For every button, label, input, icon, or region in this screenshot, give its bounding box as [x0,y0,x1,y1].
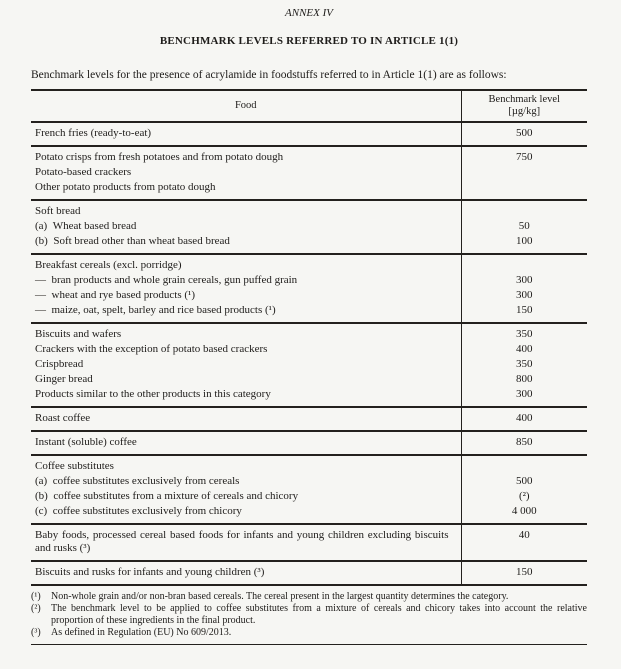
benchmark-table [31,89,587,586]
table-group [31,407,587,431]
level-cell: 350 [516,358,533,370]
food-cell: Products similar to the other products in this category [31,387,461,407]
table-row [31,561,587,585]
level-cell: 300 [516,274,533,286]
food-cell: Crackers with the exception of potato based crackers [31,342,461,357]
table-row [31,234,587,254]
food-cell: Ginger bread [31,372,461,387]
footnote-marker: (³) [31,627,41,638]
footnote-text: As defined in Regulation (EU) No 609/2013. [51,627,232,638]
level-cell: 150 [461,303,587,323]
food-cell: Biscuits and rusks for infants and young children (³) [31,561,461,585]
level-cell: 300 [516,289,533,301]
level-cell [461,455,587,474]
level-cell: 750 [516,151,533,163]
level-header-line1: Benchmark level [488,94,560,105]
food-cell: — bran products and whole grain cereals, gun puffed grain [31,273,461,288]
table-group [31,146,587,200]
footnote [31,591,587,603]
table-group [31,122,587,146]
table-row [31,474,587,489]
table-group [31,254,587,323]
level-cell [461,254,587,273]
level-cell: 350 [516,328,533,340]
level-header-line2: [µg/kg] [508,106,541,117]
table-row [31,219,587,234]
level-cell: 150 [461,561,587,585]
food-cell: Soft bread [31,200,461,219]
footnote [31,603,587,627]
table-row [31,372,587,387]
table-header-row [31,90,587,122]
food-cell: Other potato products from potato dough [31,180,461,200]
footnote-marker: (²) [31,603,41,614]
food-cell: Potato-based crackers [31,165,461,180]
level-cell: 40 [461,524,587,561]
table-group [31,323,587,407]
table-row [31,407,587,431]
table-group [31,524,587,561]
table-row [31,431,587,455]
page-title: BENCHMARK LEVELS REFERRED TO IN ARTICLE 1(1) [159,35,459,47]
table-row [31,146,587,165]
food-cell: Breakfast cereals (excl. porridge) [31,254,461,273]
level-cell [461,200,587,219]
food-cell: (b) coffee substitutes from a mixture of cereals and chicory [31,489,461,504]
level-cell: 400 [461,407,587,431]
table-group [31,431,587,455]
level-column-header [461,90,587,122]
table-row [31,165,587,180]
table-row [31,455,587,474]
table-row [31,489,587,504]
food-cell: French fries (ready-to-eat) [31,122,461,146]
level-cell: 500 [461,122,587,146]
footnotes [31,591,587,639]
food-cell: Biscuits and wafers [31,323,461,342]
food-cell: (a) Wheat based bread [31,219,461,234]
food-cell: Crispbread [31,357,461,372]
table-group [31,200,587,254]
table-row [31,303,587,323]
food-cell: — wheat and rye based products (¹) [31,288,461,303]
intro-paragraph: Benchmark levels for the presence of acrylamide in foodstuffs referred to in Article 1(1) are as follows: [31,69,507,81]
level-cell: 800 [516,373,533,385]
level-cell: 4 000 [461,504,587,524]
table-row [31,122,587,146]
table-row [31,200,587,219]
level-cell: 300 [461,387,587,407]
table-row [31,357,587,372]
level-cell: 500 [516,475,533,487]
footnote-text: Non-whole grain and/or non-bran based cereals. The cereal present in the largest quantity determines the category. [51,591,509,602]
level-cell: 400 [516,343,533,355]
food-cell: Roast coffee [31,407,461,431]
food-cell: — maize, oat, spelt, barley and rice based products (¹) [31,303,461,323]
table-row [31,254,587,273]
footnote [31,627,587,639]
food-cell: Potato crisps from fresh potatoes and from potato dough [31,146,461,165]
food-cell: Instant (soluble) coffee [31,431,461,455]
food-cell: Baby foods, processed cereal based foods for infants and young children excluding biscuits and rusks (³) [31,524,461,561]
table-row [31,524,587,561]
table-row [31,288,587,303]
level-cell: 100 [461,234,587,254]
footnote-marker: (¹) [31,591,41,602]
bottom-rule [31,644,587,645]
table-row [31,387,587,407]
annex-label: ANNEX IV [285,7,333,19]
food-cell: Coffee substitutes [31,455,461,474]
level-cell: 50 [518,220,530,232]
food-cell: (c) coffee substitutes exclusively from chicory [31,504,461,524]
table-row [31,342,587,357]
food-column-header: Food [31,90,461,122]
level-cell [461,165,587,180]
level-cell: (²) [518,490,530,502]
table-row [31,323,587,342]
table-group [31,455,587,524]
table-row [31,273,587,288]
table-row [31,180,587,200]
level-cell [461,180,587,200]
footnote-text: The benchmark level to be applied to coffee substitutes from a mixture of cereals and chicory takes into account the relative proportion of these ingredients in the final product. [51,603,587,626]
table-header [31,90,587,122]
food-cell: (a) coffee substitutes exclusively from cereals [31,474,461,489]
level-cell: 850 [461,431,587,455]
table-group [31,561,587,585]
table-row [31,504,587,524]
food-cell: (b) Soft bread other than wheat based bread [31,234,461,254]
